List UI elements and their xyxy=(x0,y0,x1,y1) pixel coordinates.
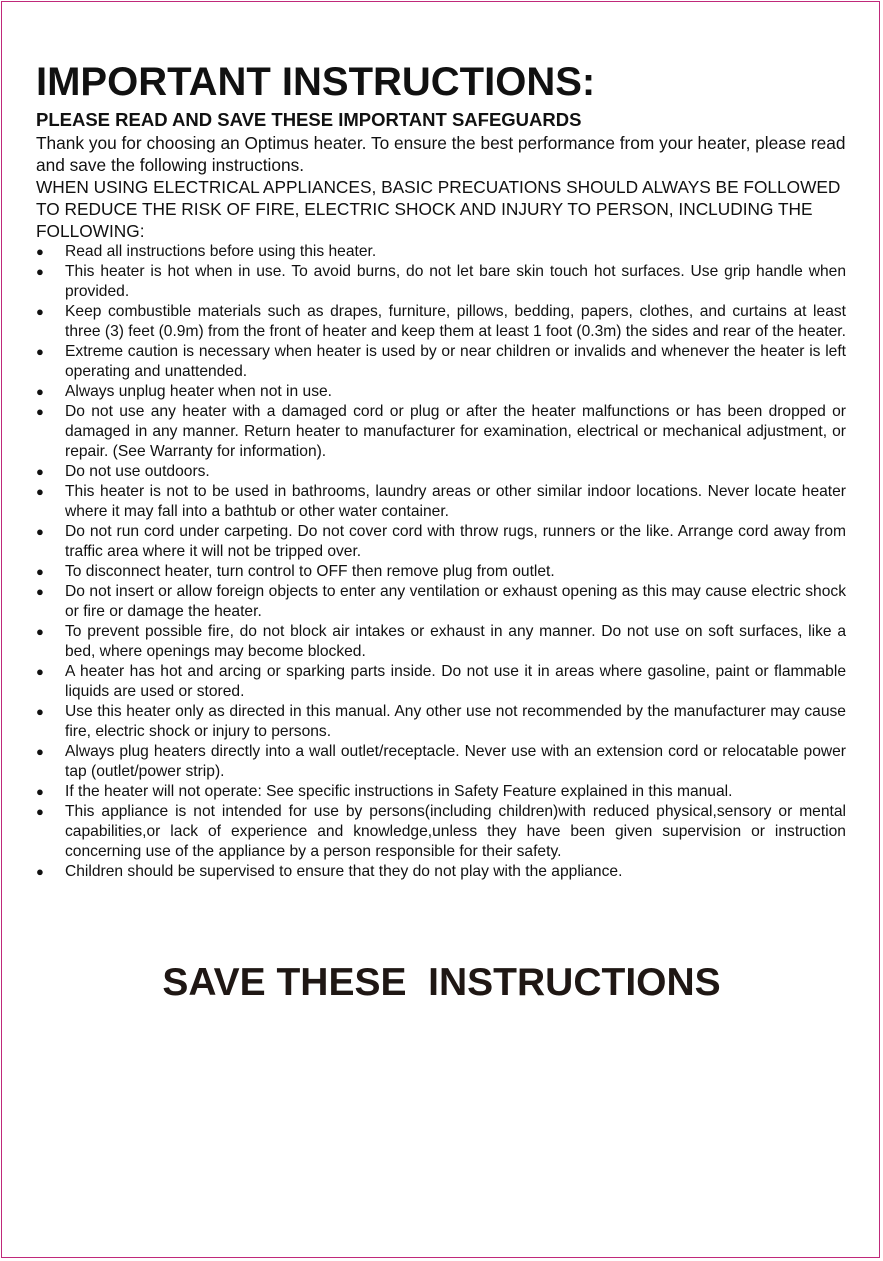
list-item xyxy=(36,702,846,742)
list-item-text: This heater is hot when in use. To avoid burns, do not let bare skin touch hot surfaces. Use grip handle when provided. xyxy=(65,263,846,300)
list-item-text: This heater is not to be used in bathrooms, laundry areas or other similar indoor locations. Never locate heater where it may fall into a bathtub or other water container. xyxy=(65,483,846,520)
bullet-icon: ● xyxy=(36,404,44,419)
bullet-icon: ● xyxy=(36,264,44,279)
list-item xyxy=(36,242,846,262)
list-item xyxy=(36,302,846,342)
list-item-text: Do not use outdoors. xyxy=(65,463,210,480)
save-instructions-footer: SAVE THESE INSTRUCTIONS xyxy=(162,961,721,1004)
bullet-icon: ● xyxy=(36,864,44,879)
bullet-icon: ● xyxy=(36,524,44,539)
list-item xyxy=(36,382,846,402)
bullet-icon: ● xyxy=(36,344,44,359)
list-item xyxy=(36,522,846,562)
bullet-icon: ● xyxy=(36,584,44,599)
bullet-icon: ● xyxy=(36,664,44,679)
page-title: IMPORTANT INSTRUCTIONS: xyxy=(36,60,596,104)
list-item-text: To disconnect heater, turn control to OFF then remove plug from outlet. xyxy=(65,563,555,580)
bullet-icon: ● xyxy=(36,704,44,719)
list-item xyxy=(36,662,846,702)
bullet-icon: ● xyxy=(36,564,44,579)
bullet-icon: ● xyxy=(36,784,44,799)
list-item-text: Use this heater only as directed in this manual. Any other use not recommended by the manufacturer may cause fire, electric shock or injury to persons. xyxy=(65,703,846,740)
list-item xyxy=(36,622,846,662)
list-item xyxy=(36,482,846,522)
list-item xyxy=(36,342,846,382)
list-item-text: To prevent possible fire, do not block air intakes or exhaust in any manner. Do not use on soft surfaces, like a bed, where openings may become blocked. xyxy=(65,623,846,660)
list-item-text: Do not run cord under carpeting. Do not cover cord with throw rugs, runners or the like. Arrange cord away from traffic area where it will not be tripped over. xyxy=(65,523,846,560)
bullet-icon: ● xyxy=(36,624,44,639)
list-item-text: Always plug heaters directly into a wall outlet/receptacle. Never use with an extension cord or relocatable power tap (outlet/power strip). xyxy=(65,743,846,780)
document-body xyxy=(36,56,846,882)
list-item-text: If the heater will not operate: See specific instructions in Safety Feature explained in this manual. xyxy=(65,783,733,800)
list-item-text: Extreme caution is necessary when heater is used by or near children or invalids and whenever the heater is left operating and unattended. xyxy=(65,343,846,380)
list-item xyxy=(36,742,846,782)
safeguard-list xyxy=(36,242,846,882)
list-item xyxy=(36,402,846,462)
list-item xyxy=(36,462,846,482)
bullet-icon: ● xyxy=(36,304,44,319)
bullet-icon: ● xyxy=(36,484,44,499)
bullet-icon: ● xyxy=(36,804,44,819)
list-item-text: A heater has hot and arcing or sparking parts inside. Do not use it in areas where gasoline, paint or flammable liquids are used or stored. xyxy=(65,663,846,700)
warning-paragraph: WHEN USING ELECTRICAL APPLIANCES, BASIC PRECUATIONS SHOULD ALWAYS BE FOLLOWED TO REDUCE THE RISK OF FIRE, ELECTRIC SHOCK AND INJURY TO PERSON, INCLUDING THE FOLLOWING: xyxy=(36,177,841,241)
list-item-text: Always unplug heater when not in use. xyxy=(65,383,332,400)
list-item xyxy=(36,782,846,802)
bullet-icon: ● xyxy=(36,744,44,759)
list-item xyxy=(36,862,846,882)
list-item-text: Keep combustible materials such as drapes, furniture, pillows, bedding, papers, clothes, and curtains at least three (3) feet (0.9m) from the front of heater and keep them at least 1 foot (0.3m) the sides and rear of the heater. xyxy=(65,303,846,340)
list-item xyxy=(36,562,846,582)
list-item-text: This appliance is not intended for use by persons(including children)with reduced physical,sensory or mental capabilities,or lack of experience and knowledge,unless they have been given supervision or instruction concerning use of the appliance by a person responsible for their safety. xyxy=(65,803,846,860)
bullet-icon: ● xyxy=(36,244,44,259)
intro-paragraph: Thank you for choosing an Optimus heater. To ensure the best performance from your heater, please read and save the following instructions. xyxy=(36,133,846,175)
list-item-text: Children should be supervised to ensure that they do not play with the appliance. xyxy=(65,863,623,880)
list-item xyxy=(36,582,846,622)
list-item-text: Read all instructions before using this heater. xyxy=(65,243,377,260)
list-item xyxy=(36,262,846,302)
page-subtitle: PLEASE READ AND SAVE THESE IMPORTANT SAFEGUARDS xyxy=(36,109,582,130)
list-item-text: Do not use any heater with a damaged cord or plug or after the heater malfunctions or has been dropped or damaged in any manner. Return heater to manufacturer for examination, electrical or mechanical adjustment, or repair. (See Warranty for information). xyxy=(65,403,846,460)
bullet-icon: ● xyxy=(36,384,44,399)
list-item-text: Do not insert or allow foreign objects to enter any ventilation or exhaust opening as this may cause electric shock or fire or damage the heater. xyxy=(65,583,846,620)
bullet-icon: ● xyxy=(36,464,44,479)
list-item xyxy=(36,802,846,862)
